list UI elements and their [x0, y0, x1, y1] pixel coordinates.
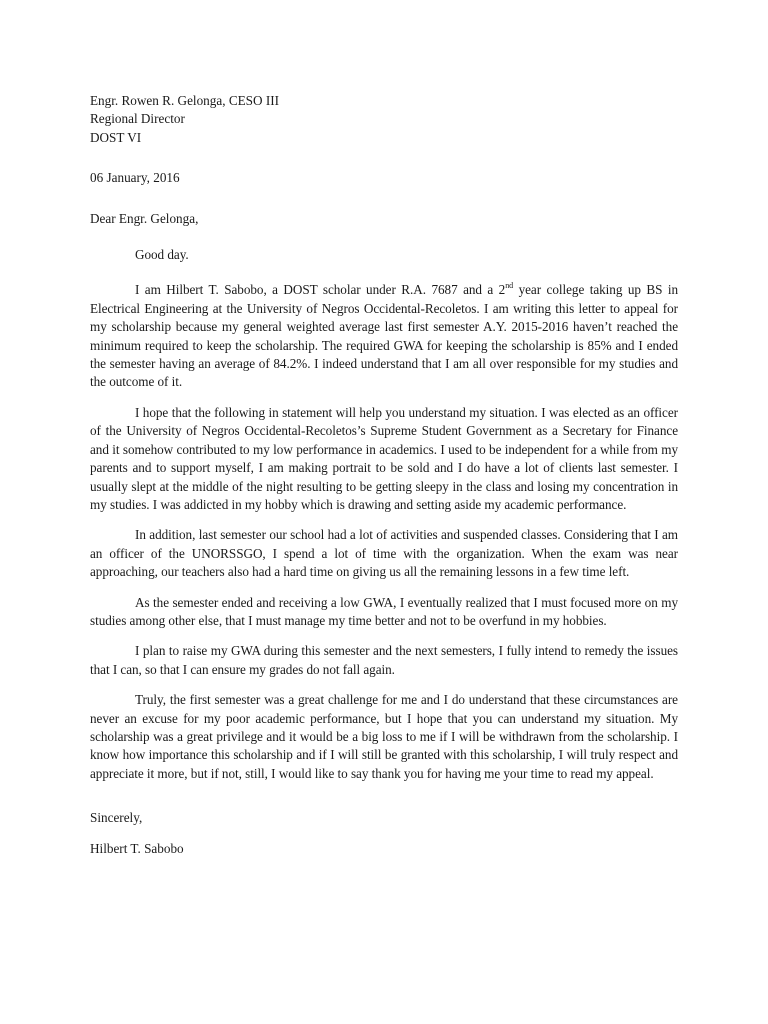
recipient-block — [90, 92, 678, 147]
closing-line: Sincerely, — [90, 810, 143, 826]
paragraph-introduction-text-end: year college taking up BS in Electrical Engineering at the University of Negros Occidental-Recoletos. I am writing this letter to appeal for my scholarship because my general weighted average last first semester A.Y. 2015-2016 haven’t reached the minimum required to keep the scholarship. The required GWA for keeping the scholarship is 85% and I ended the semester having an average of 84.2%. I indeed understand that I am all over responsible for my studies and the outcome of it. — [90, 282, 678, 390]
paragraph-situation: I hope that the following in statement will help you understand my situation. I was elected as an officer of the University of Negros Occidental-Recoletos’s Supreme Student Government as a Secretary for Finance and it somehow contributed to my low performance in academics. I used to be independent for a while from my parents and to support myself, I am making portrait to be sold and I do have a lot of clients last semester. I usually slept at the middle of the night resulting to be getting sleepy in the class and losing my concentration in my studies. I was addicted in my hobby which is drawing and setting aside my academic performance. — [90, 404, 678, 512]
recipient-office: DOST VI — [90, 129, 142, 145]
recipient-title: Regional Director — [90, 111, 185, 127]
signature-name: Hilbert T. Sabobo — [90, 840, 184, 856]
ordinal-suffix: nd — [505, 281, 514, 291]
paragraph-plan: I plan to raise my GWA during this semester and the next semesters, I fully intend to remedy the issues that I can, so that I can ensure my grades do not fall again. — [90, 643, 678, 677]
paragraph-realization: As the semester ended and receiving a low GWA, I eventually realized that I must focused more on my studies among other else, that I must manage my time better and not to be overfund in my hobbies. — [90, 594, 678, 628]
appeal-letter — [90, 92, 678, 858]
letter-date: 06 January, 2016 — [90, 170, 180, 186]
paragraph-introduction-text-start: I am Hilbert T. Sabobo, a DOST scholar under R.A. 7687 and a 2 — [135, 282, 506, 298]
recipient-name: Engr. Rowen R. Gelonga, CESO III — [90, 93, 279, 108]
paragraph-conclusion: Truly, the first semester was a great challenge for me and I do understand that these circumstances are never an excuse for my poor academic performance, but I hope that you can understand my situation. My scholarship was a great privilege and it would be a big loss to me if I will be withdrawn from the scholarship. I know how importance this scholarship and if I will still be granted with this scholarship, I will truly respect and appreciate it more, but if not, still, I would like to say thank you for having me your time to read my appeal. — [90, 692, 678, 781]
salutation: Dear Engr. Gelonga, — [90, 210, 199, 226]
paragraph-activities: In addition, last semester our school had a lot of activities and suspended classes. Considering that I am an officer of the UNORSSGO, I spend a lot of time with the organization. When the exam was near approaching, our teachers also had a hard time on giving us all the remaining lessons in a few time left. — [90, 527, 678, 580]
greeting-line: Good day. — [135, 247, 189, 263]
paragraph-introduction — [90, 281, 678, 391]
